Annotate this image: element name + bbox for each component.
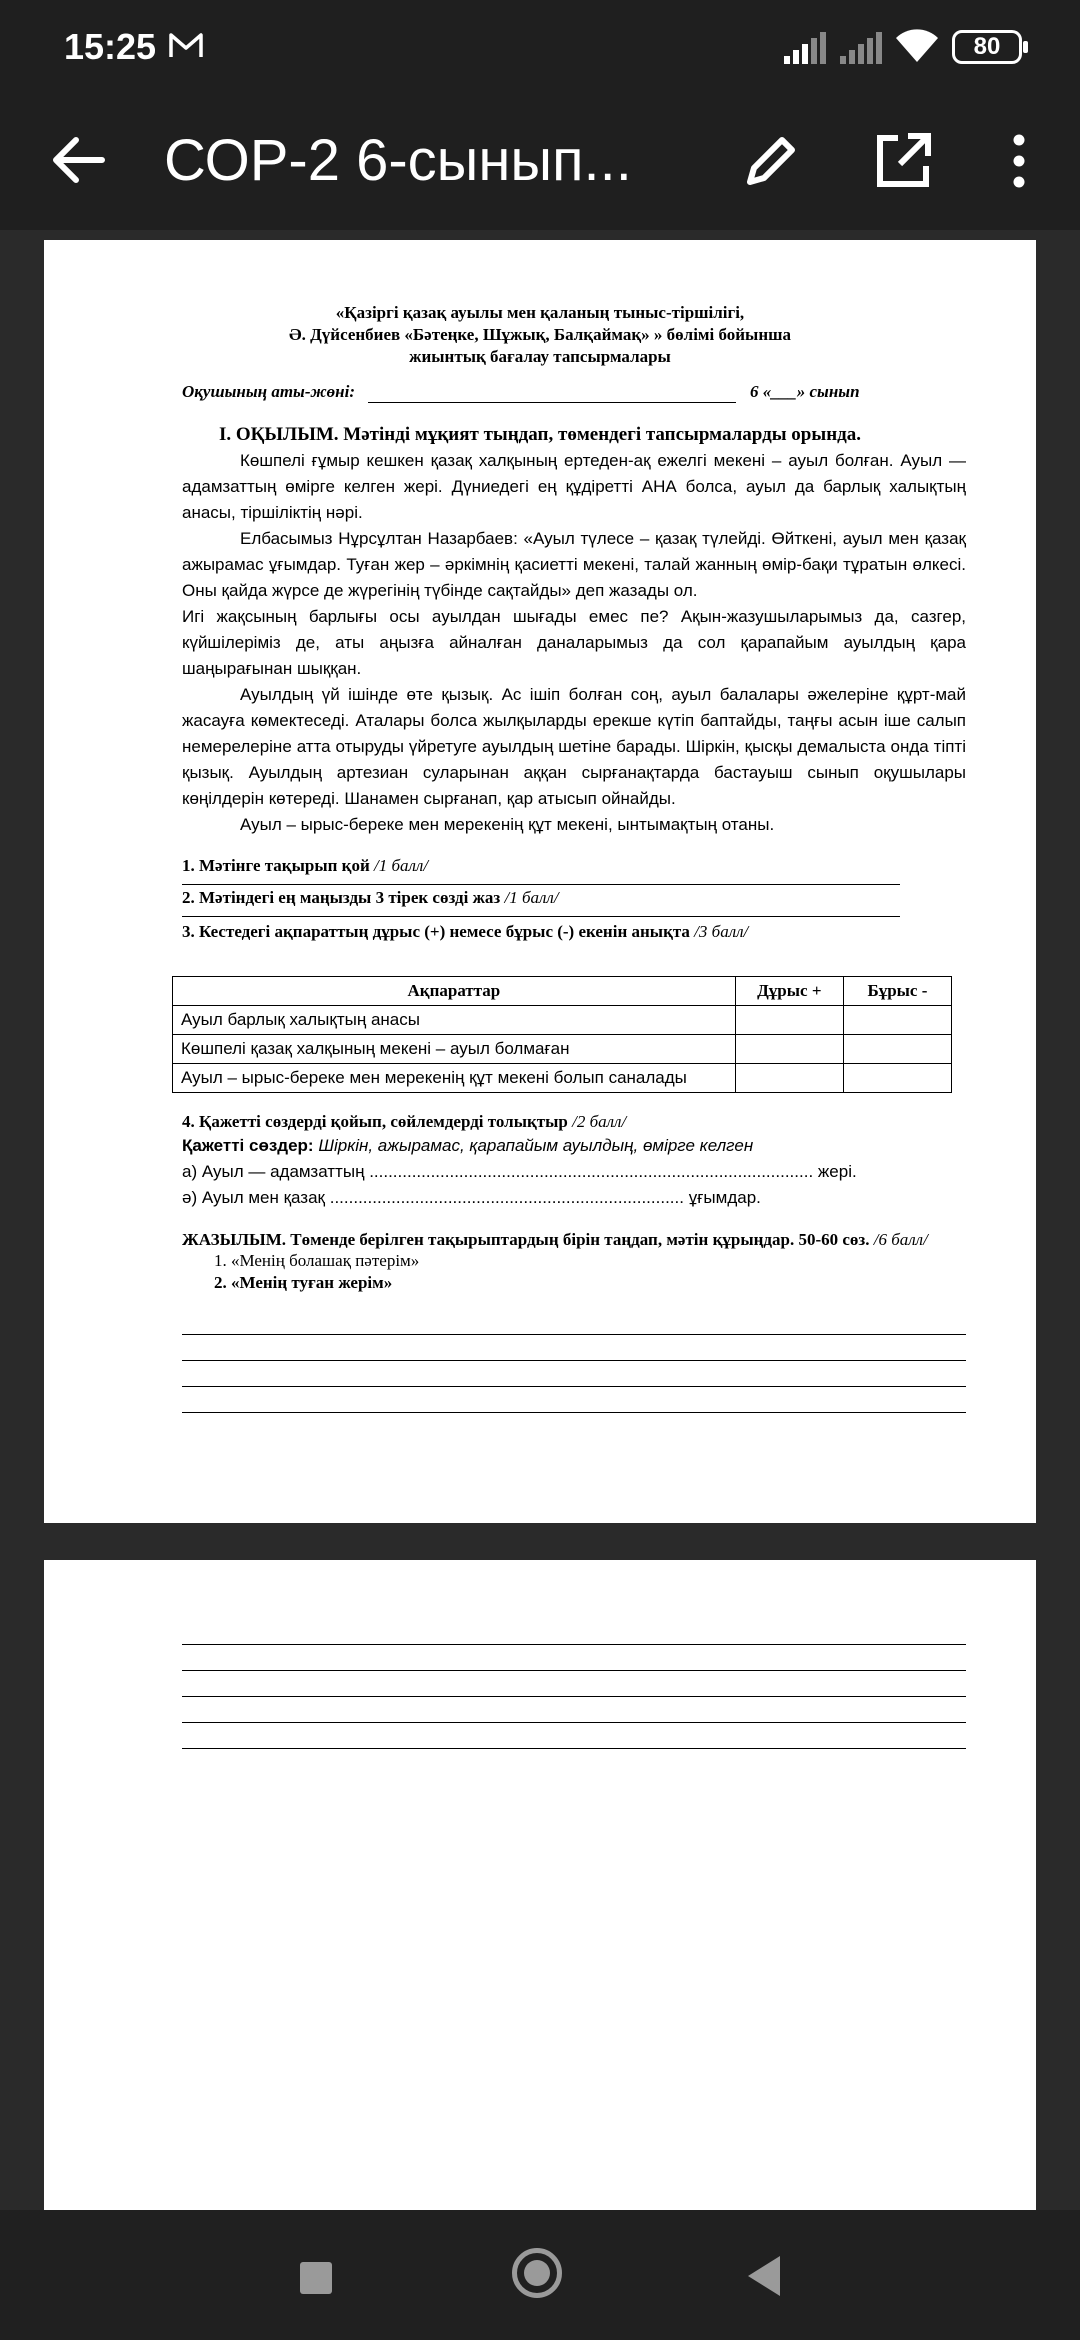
app-bar — [0, 96, 1080, 230]
writing-line — [182, 1386, 966, 1387]
edit-pencil-icon[interactable] — [736, 126, 806, 196]
status-bar — [0, 0, 1080, 96]
writing-line — [182, 1360, 966, 1361]
table-row — [173, 1035, 952, 1064]
document-viewer[interactable] — [0, 230, 1080, 2210]
writing-line — [182, 1722, 966, 1723]
battery-indicator: 80 — [952, 30, 1022, 64]
student-name-row — [182, 382, 902, 402]
system-nav-bar — [0, 2210, 1080, 2340]
table-header-info: Ақпараттар — [173, 977, 736, 1006]
open-external-icon[interactable] — [868, 126, 938, 196]
writing-line — [182, 1670, 966, 1671]
paragraph-1: Көшпелі ғұмыр кешкен қазақ халқының ертеден-ақ ежелгі мекені – ауыл болған. Ауыл — адамзаттың өмірге келген жері. Дүниедегі ең құдіретті АНА болса, ауыл да барлық халықтың анасы, тіршіліктің нәрі. — [182, 451, 966, 522]
table-cell-false[interactable] — [843, 1064, 951, 1093]
table-row — [173, 1006, 952, 1035]
recents-button[interactable] — [300, 2262, 332, 2294]
table-header-false: Бұрыс - — [843, 977, 951, 1006]
paragraph-5: Ауыл – ырыс-береке мен мерекенің құт мекені, ынтымақтың отаны. — [240, 815, 775, 834]
section-reading-title: І. ОҚЫЛЫМ. Мәтінді мұқият тыңдап, төмендегі тапсырмаларды орында. — [218, 424, 862, 445]
table-cell: Ауыл – ырыс-береке мен мерекенің құт мекені болып саналады — [173, 1064, 736, 1093]
question-3: 3. Кестедегі ақпараттың дұрыс (+) немесе бұрыс (-) екенін анықта /3 балл/ — [182, 922, 749, 941]
paragraph-4: Ауылдың үй ішінде өте қызық. Ас ішіп болған соң, ауыл балалары әжелеріне құрт-май жасауға көмектеседі. Аталары болса жылқыларды ерекше күтіп баптайды, таңғы асын іше салып немерелеріне атта отыруды үйретуге ауылдың шетіне барады. Шіркін, қысқы демалыста онда тіпті қызық. Ауылдың артезиан суларынан аққан сырғанақтарда бастауыш сынып оқушылары көңілдерін көтереді. Шанамен сырғанап, қар атысып ойнайды. — [182, 685, 966, 808]
writing-line — [182, 1696, 966, 1697]
gmail-icon — [168, 30, 204, 60]
signal-icon — [782, 30, 828, 66]
table-cell-true[interactable] — [735, 1064, 843, 1093]
paragraph-2: Елбасымыз Нұрсұлтан Назарбаев: «Ауыл түлесе – қазақ түлейді. Өйткені, ауыл мен қазақ ажырамас ұғымдар. Туған жер – әркімнің қасиетті мекені, талай жанның өмір-бақи тұратын өлкесі. Оны қайда жүрсе де жүрегінің түбінде сақтайды» деп жазады ол. — [182, 529, 966, 600]
answer-line-1 — [182, 884, 900, 885]
fill-sentence-a: а) Ауыл — адамзаттың .............................................................................................. жері. — [182, 1162, 857, 1181]
table-cell: Көшпелі қазақ халқының мекені – ауыл болмаған — [173, 1035, 736, 1064]
document-title: СОР-2 6-сынып... — [164, 128, 632, 193]
paragraph-3: Игі жақсының барлығы осы ауылдан шығады емес пе? Ақын-жазушыларымыз да, сазгер, күйшілеріміз де, аты аңызға айналған даналарымыз да сол қарапайым ауылдың қара шаңырағынан шыққан. — [182, 607, 966, 678]
fill-sentence-b: ә) Ауыл мен қазақ ........................................................................... ұғымдар. — [182, 1188, 761, 1207]
table-row — [173, 1064, 952, 1093]
home-button[interactable] — [512, 2248, 562, 2298]
wifi-icon — [894, 26, 940, 66]
back-arrow-icon[interactable] — [46, 128, 110, 192]
true-false-table — [172, 976, 952, 1093]
writing-line — [182, 1644, 966, 1645]
writing-line — [182, 1334, 966, 1335]
question-4: 4. Қажетті сөздерді қойып, сөйлемдерді толықтыр /2 балл/ — [182, 1112, 627, 1131]
document-page-1 — [44, 240, 1036, 1523]
table-cell-false[interactable] — [843, 1035, 951, 1064]
student-name-line — [368, 402, 736, 403]
topic-2: 2. «Менің туған жерім» — [214, 1273, 393, 1292]
needed-words: Қажетті сөздер: Шіркін, ажырамас, қарапайым ауылдың, өмірге келген — [182, 1136, 754, 1155]
topic-1: 1. «Менің болашақ пәтерім» — [214, 1251, 420, 1270]
question-1: 1. Мәтінге тақырып қой /1 балл/ — [182, 856, 429, 875]
writing-line — [182, 1412, 966, 1413]
table-cell-true[interactable] — [735, 1006, 843, 1035]
status-time: 15:25 — [64, 26, 157, 67]
doc-header-line-1: «Қазіргі қазақ ауылы мен қаланың тыныс-тіршілігі, — [335, 303, 745, 322]
student-name-label: Оқушының аты-жөні: — [182, 382, 356, 401]
table-cell-false[interactable] — [843, 1006, 951, 1035]
writing-line — [182, 1748, 966, 1749]
back-triangle-icon[interactable] — [744, 2254, 784, 2298]
doc-header-line-2: Ә. Дүйсенбиев «Бәтеңке, Шұжық, Балқаймақ» » бөлімі бойынша — [289, 325, 791, 344]
question-2: 2. Мәтіндегі ең маңызды 3 тірек сөзді жаз /1 балл/ — [182, 888, 559, 907]
answer-line-2 — [182, 916, 900, 917]
signal-icon-2 — [838, 30, 884, 66]
document-page-2 — [44, 1560, 1036, 2210]
table-cell: Ауыл барлық халықтың анасы — [173, 1006, 736, 1035]
table-header-true: Дұрыс + — [735, 977, 843, 1006]
section-writing-title: ЖАЗЫЛЫМ. Төменде берілген тақырыптардың бірін таңдап, мәтін құрыңдар. 50-60 сөз. /6 балл/ — [182, 1230, 928, 1249]
more-vert-icon[interactable] — [1004, 126, 1034, 196]
class-label: 6 «___» сынып — [750, 382, 860, 401]
table-cell-true[interactable] — [735, 1035, 843, 1064]
doc-header-line-3: жиынтық бағалау тапсырмалары — [409, 347, 671, 366]
